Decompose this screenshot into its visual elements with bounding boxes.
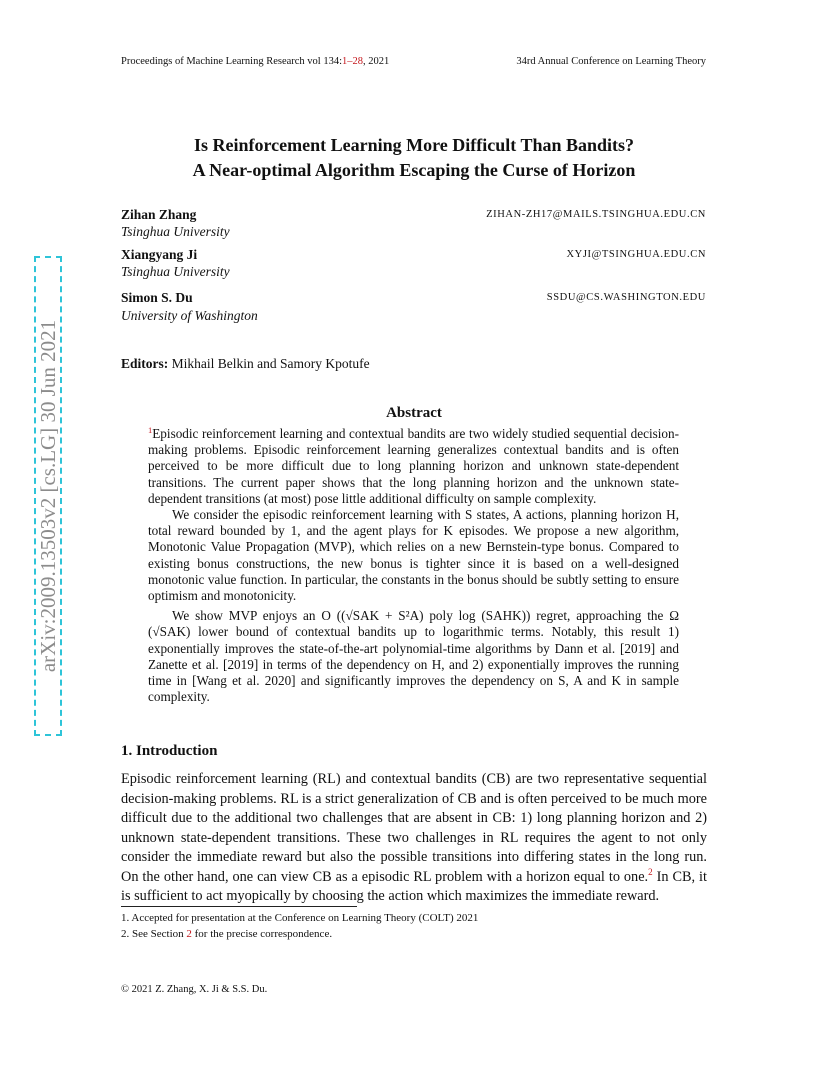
title-line-2: A Near-optimal Algorithm Escaping the Curse of Horizon bbox=[192, 160, 636, 180]
arxiv-stamp[interactable] bbox=[34, 256, 62, 736]
abstract-body bbox=[148, 426, 679, 705]
paper-title bbox=[100, 133, 728, 183]
editors-line bbox=[121, 355, 370, 372]
footnote-2-mark[interactable]: 2 bbox=[648, 866, 653, 877]
author-affiliation: Tsinghua University bbox=[121, 264, 230, 279]
author-name: Simon S. Du bbox=[121, 290, 193, 305]
abstract-paragraph-1 bbox=[148, 426, 679, 507]
author-affiliation: University of Washington bbox=[121, 308, 258, 323]
footnote-1: 1. Accepted for presentation at the Conference on Learning Theory (COLT) 2021 bbox=[121, 912, 479, 924]
author-name: Xiangyang Ji bbox=[121, 247, 198, 262]
author-email[interactable]: XYJI@TSINGHUA.EDU.CN bbox=[566, 249, 706, 260]
editors-label: Editors: bbox=[121, 356, 169, 371]
footnote-2 bbox=[121, 927, 332, 941]
author-name: Zihan Zhang bbox=[121, 207, 197, 222]
abstract-footnote-mark[interactable]: 1 bbox=[148, 425, 153, 435]
header-journal: Proceedings of Machine Learning Research vol 134: bbox=[121, 56, 343, 67]
footnote-2-suffix: for the precise correspondence. bbox=[191, 928, 333, 940]
running-header-right: 34rd Annual Conference on Learning Theory bbox=[516, 56, 706, 67]
section-body bbox=[121, 770, 707, 907]
author-email[interactable]: ZIHAN-ZH17@MAILS.TSINGHUA.EDU.CN bbox=[486, 209, 706, 220]
section-heading: 1. Introduction bbox=[121, 743, 218, 759]
running-header-left bbox=[121, 55, 389, 69]
copyright-notice: © 2021 Z. Zhang, X. Ji & S.S. Du. bbox=[121, 984, 268, 995]
abstract-paragraph-1-text: Episodic reinforcement learning and contextual bandits are two widely studied sequential decision-making problems. Episodic reinforcement learning generalizes contextual bandits and is often perceived to be more difficult due to long planning horizon and unknown state-dependent transitions. The current paper shows that the long planning horizon and the unknown state-dependent transitions (at most) pose little additional difficulty on sample complexity. bbox=[148, 426, 679, 506]
footnote-rule bbox=[121, 906, 357, 907]
arxiv-stamp-text: arXiv:2009.13503v2 [cs.LG] 30 Jun 2021 bbox=[36, 319, 60, 673]
abstract-heading: Abstract bbox=[386, 405, 442, 421]
author-email[interactable]: SSDU@CS.WASHINGTON.EDU bbox=[546, 292, 706, 303]
header-year: , 2021 bbox=[363, 56, 390, 67]
section-body-tail: In CB, it is sufficient to act myopically by choosing the action which maximizes the immediate reward. bbox=[121, 868, 707, 904]
author-affiliation: Tsinghua University bbox=[121, 224, 230, 239]
abstract-paragraph-2: We consider the episodic reinforcement learning with S states, A actions, planning horizon H, total reward bounded by 1, and the agent plays for K episodes. We propose a new algorithm, Monotonic Value Propagation (MVP), which relies on a new Bernstein-type bonus. Compared to existing bonus constructions, the new bonus is tighter since it is based on a well-designed monotonic value function. In particular, the constants in the bonus should be subtly setting to ensure optimism and monotonicity. bbox=[148, 507, 679, 604]
section-body-text: Episodic reinforcement learning (RL) and contextual bandits (CB) are two representative sequential decision-making problems. RL is a strict generalization of CB and is often perceived to be much more difficult due to the additional two challenges that are absent in CB: 1) long planning horizon and 2) unknown state-dependent transitions. These two challenges in RL requires the agent to not only consider the immediate reward but also the possible transitions into differing states in the long run. On the other hand, one can view CB as a episodic RL problem with a horizon equal to one. bbox=[121, 771, 707, 885]
abstract-paragraph-3: We show MVP enjoys an O ((√SAK + S²A) poly log (SAHK)) regret, approaching the Ω (√SAK) lower bound of contextual bandits up to logarithmic terms. Notably, this result 1) exponentially improves the state-of-the-art polynomial-time algorithms by Dann et al. [2019] and Zanette et al. [2019] in terms of the dependency on H, and 2) exponentially improves the running time in [Wang et al. 2020] and significantly improves the dependency on S, A and K in sample complexity. bbox=[148, 608, 679, 705]
title-line-1: Is Reinforcement Learning More Difficult Than Bandits? bbox=[194, 135, 634, 155]
header-page-link[interactable]: 1–28 bbox=[342, 56, 364, 67]
footnote-2-section-link[interactable]: 2 bbox=[186, 928, 192, 940]
footnote-2-text: 2. See Section bbox=[121, 928, 187, 940]
editors-names: Mikhail Belkin and Samory Kpotufe bbox=[171, 356, 370, 371]
